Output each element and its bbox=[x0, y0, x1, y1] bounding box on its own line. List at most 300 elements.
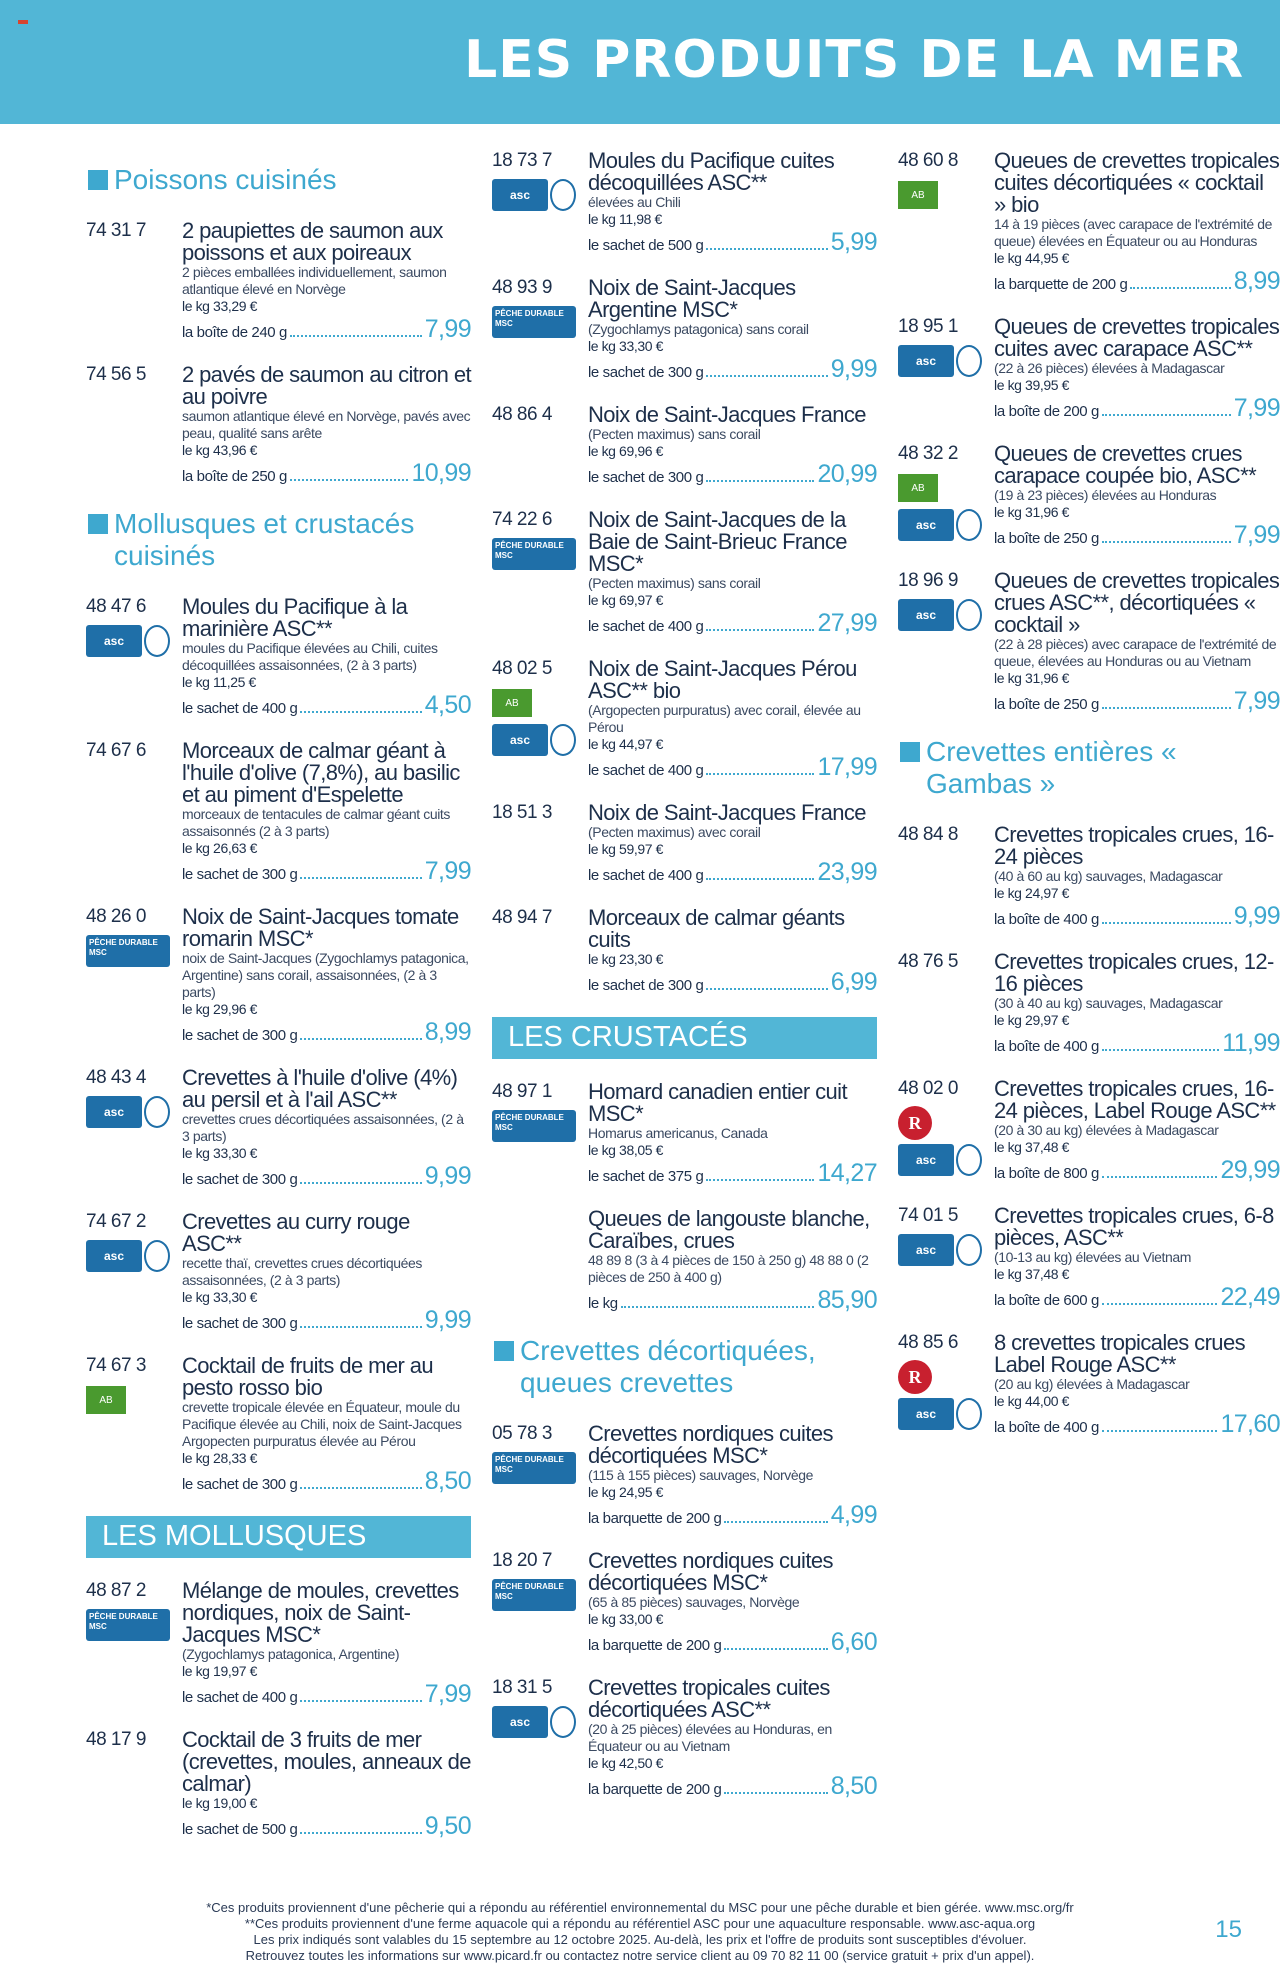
msc-label-icon: PÊCHE DURABLE MSC bbox=[492, 538, 576, 570]
price-line bbox=[182, 857, 471, 886]
product-item bbox=[492, 658, 877, 782]
price-line bbox=[182, 1812, 471, 1841]
price-line bbox=[994, 902, 1280, 931]
asc-fish-icon bbox=[956, 345, 982, 377]
section-title-label: Crevettes décortiquées, queues crevettes bbox=[520, 1335, 816, 1398]
category-band: LES MOLLUSQUES bbox=[86, 1516, 471, 1558]
asc-logo-icon bbox=[492, 723, 578, 757]
product-code: 18 51 3 bbox=[492, 802, 552, 823]
product-description: élevées au Chili bbox=[588, 194, 681, 210]
section-title bbox=[492, 1335, 877, 1399]
price-per-kg: le kg 19,00 € bbox=[182, 1795, 257, 1811]
product-item bbox=[86, 1729, 471, 1841]
product-price: 9,99 bbox=[424, 1306, 471, 1334]
bio-logo-icon bbox=[86, 1383, 172, 1417]
product-price: 7,99 bbox=[1233, 394, 1280, 422]
certification-logos bbox=[86, 1608, 172, 1645]
asc-fish-icon bbox=[550, 724, 576, 756]
product-item bbox=[86, 906, 471, 1047]
dotted-leader bbox=[621, 1306, 815, 1308]
price-line bbox=[994, 1283, 1280, 1312]
package-format: la boîte de 800 g bbox=[994, 1165, 1099, 1182]
lr-logo-icon bbox=[898, 1360, 984, 1394]
price-line bbox=[588, 609, 877, 638]
product-code: 48 02 5 bbox=[492, 658, 552, 679]
price-per-kg: le kg 33,00 € bbox=[588, 1611, 663, 1627]
asc-label-icon: asc bbox=[898, 1144, 954, 1176]
product-price: 6,60 bbox=[830, 1628, 877, 1656]
product-name: Moules du Pacifique à la marinière ASC** bbox=[182, 594, 408, 641]
asc-logo-icon bbox=[898, 1397, 984, 1431]
asc-fish-icon bbox=[956, 1144, 982, 1176]
asc-fish-icon bbox=[956, 1234, 982, 1266]
footer-notes bbox=[0, 1900, 1280, 1964]
package-format: la boîte de 250 g bbox=[182, 468, 287, 485]
product-code: 18 95 1 bbox=[898, 316, 958, 337]
asc-label-icon: asc bbox=[492, 179, 548, 211]
price-per-kg: le kg 33,30 € bbox=[182, 1289, 257, 1305]
product-price: 8,99 bbox=[424, 1018, 471, 1046]
product-code: 48 32 2 bbox=[898, 443, 958, 464]
package-format: le sachet de 300 g bbox=[182, 1315, 298, 1332]
product-item bbox=[86, 596, 471, 720]
product-name: Queues de langouste blanche, Caraïbes, crues bbox=[588, 1206, 870, 1253]
certification-logos bbox=[492, 1705, 578, 1742]
footnote-asc: **Ces produits proviennent d'une ferme aquacole qui a répondu au référentiel ASC pour une aquaculture responsable. www.asc-aqua.org bbox=[244, 1916, 1036, 1931]
price-line bbox=[588, 1772, 877, 1801]
section-title bbox=[86, 164, 471, 196]
asc-logo-icon bbox=[898, 508, 984, 542]
dotted-leader bbox=[706, 1179, 814, 1181]
price-line bbox=[994, 267, 1280, 296]
price-per-kg: le kg 26,63 € bbox=[182, 840, 257, 856]
lr-logo-icon bbox=[898, 1106, 984, 1140]
product-description: recette thaï, crevettes crues décortiquées assaisonnées, (2 à 3 parts) bbox=[182, 1255, 422, 1288]
msc-label-icon: PÊCHE DURABLE MSC bbox=[492, 1110, 576, 1142]
msc-label-icon: PÊCHE DURABLE MSC bbox=[86, 935, 170, 967]
product-price: 7,99 bbox=[424, 315, 471, 343]
bio-label-icon: AB bbox=[86, 1386, 126, 1414]
product-price: 9,99 bbox=[1233, 902, 1280, 930]
msc-label-icon: PÊCHE DURABLE MSC bbox=[492, 306, 576, 338]
certification-logos bbox=[492, 1109, 578, 1146]
price-per-kg: le kg 28,33 € bbox=[182, 1450, 257, 1466]
product-description: moules du Pacifique élevées au Chili, cuites décoquillées assaisonnées, (2 à 3 parts) bbox=[182, 640, 438, 673]
product-name: Mélange de moules, crevettes nordiques, noix de Saint-Jacques MSC* bbox=[182, 1578, 459, 1647]
asc-fish-icon bbox=[956, 509, 982, 541]
section-title bbox=[86, 508, 471, 572]
product-item bbox=[86, 740, 471, 886]
product-item bbox=[492, 1550, 877, 1657]
product-name: Crevettes tropicales crues, 12-16 pièces bbox=[994, 949, 1274, 996]
price-line bbox=[588, 1628, 877, 1657]
product-item bbox=[492, 907, 877, 997]
product-item bbox=[492, 277, 877, 384]
certification-logos bbox=[492, 1451, 578, 1488]
product-name: Cocktail de fruits de mer au pesto rosso bio bbox=[182, 1353, 433, 1400]
msc-logo-icon bbox=[492, 537, 578, 571]
product-name: Noix de Saint-Jacques de la Baie de Saint-Brieuc France MSC* bbox=[588, 507, 847, 576]
product-code: 74 56 5 bbox=[86, 364, 146, 385]
asc-label-icon: asc bbox=[898, 1398, 954, 1430]
product-name: Noix de Saint-Jacques tomate romarin MSC* bbox=[182, 904, 459, 951]
product-name: Crevettes tropicales crues, 16-24 pièces, Label Rouge ASC** bbox=[994, 1076, 1276, 1123]
dotted-leader bbox=[724, 1521, 827, 1523]
package-format: le sachet de 400 g bbox=[182, 1689, 298, 1706]
product-description: (Zygochlamys patagonica, Argentine) bbox=[182, 1646, 400, 1662]
dotted-leader bbox=[300, 1487, 421, 1489]
asc-fish-icon bbox=[144, 1240, 170, 1272]
price-line bbox=[994, 1410, 1280, 1439]
product-price: 4,99 bbox=[830, 1501, 877, 1529]
product-name: Queues de crevettes crues carapace coupée bio, ASC** bbox=[994, 441, 1257, 488]
price-line bbox=[182, 691, 471, 720]
msc-label-icon: PÊCHE DURABLE MSC bbox=[492, 1452, 576, 1484]
msc-logo-icon bbox=[492, 305, 578, 339]
asc-label-icon: asc bbox=[492, 1706, 548, 1738]
dotted-leader bbox=[706, 878, 814, 880]
asc-label-icon: asc bbox=[898, 1234, 954, 1266]
product-price: 8,99 bbox=[1233, 267, 1280, 295]
product-description: 2 pièces emballées individuellement, saumon atlantique élevé en Norvège bbox=[182, 264, 447, 297]
product-description: (30 à 40 au kg) sauvages, Madagascar bbox=[994, 995, 1223, 1011]
product-price: 23,99 bbox=[817, 858, 877, 886]
product-code: 18 31 5 bbox=[492, 1677, 552, 1698]
product-name: Noix de Saint-Jacques Pérou ASC** bio bbox=[588, 656, 857, 703]
product-price: 85,90 bbox=[817, 1286, 877, 1314]
price-line bbox=[588, 1501, 877, 1530]
price-line bbox=[182, 1018, 471, 1047]
bio-logo-icon bbox=[492, 686, 578, 720]
column-1 bbox=[86, 150, 471, 1861]
product-name: Crevettes tropicales crues, 6-8 pièces, ASC** bbox=[994, 1203, 1274, 1250]
msc-label-icon: PÊCHE DURABLE MSC bbox=[492, 1579, 576, 1611]
product-item bbox=[86, 1355, 471, 1496]
package-format: le sachet de 500 g bbox=[588, 237, 704, 254]
product-price: 8,50 bbox=[424, 1467, 471, 1495]
price-line bbox=[182, 1306, 471, 1335]
footnote-contact: Retrouvez toutes les informations sur www.picard.fr ou contactez notre service client au 09 70 82 11 00 (service gratuit + prix d'un appel). bbox=[245, 1948, 1035, 1963]
product-price: 7,99 bbox=[424, 857, 471, 885]
package-format: le sachet de 300 g bbox=[182, 1027, 298, 1044]
price-per-kg: le kg 19,97 € bbox=[182, 1663, 257, 1679]
product-description: (40 à 60 au kg) sauvages, Madagascar bbox=[994, 868, 1223, 884]
price-per-kg: le kg 24,95 € bbox=[588, 1484, 663, 1500]
dotted-leader bbox=[300, 877, 421, 879]
product-item bbox=[898, 316, 1280, 423]
package-format: le kg bbox=[588, 1295, 618, 1312]
product-name: Homard canadien entier cuit MSC* bbox=[588, 1079, 847, 1126]
product-item bbox=[86, 364, 471, 488]
package-format: le sachet de 400 g bbox=[588, 762, 704, 779]
product-price: 27,99 bbox=[817, 609, 877, 637]
package-format: la boîte de 240 g bbox=[182, 324, 287, 341]
product-name: Noix de Saint-Jacques France bbox=[588, 800, 866, 825]
product-name: Noix de Saint-Jacques France bbox=[588, 402, 866, 427]
dotted-leader bbox=[1102, 414, 1231, 416]
dotted-leader bbox=[706, 480, 814, 482]
product-item bbox=[492, 1081, 877, 1188]
package-format: le sachet de 300 g bbox=[588, 469, 704, 486]
product-code: 74 22 6 bbox=[492, 509, 552, 530]
dotted-leader bbox=[290, 479, 408, 481]
product-code: 48 87 2 bbox=[86, 1580, 146, 1601]
product-description: (10-13 au kg) élevées au Vietnam bbox=[994, 1249, 1192, 1265]
certification-logos bbox=[492, 686, 578, 760]
price-per-kg: le kg 33,29 € bbox=[182, 298, 257, 314]
dotted-leader bbox=[706, 375, 827, 377]
product-price: 8,50 bbox=[830, 1772, 877, 1800]
price-per-kg: le kg 44,97 € bbox=[588, 736, 663, 752]
product-code: 74 67 3 bbox=[86, 1355, 146, 1376]
product-name: Noix de Saint-Jacques Argentine MSC* bbox=[588, 275, 796, 322]
product-code: 48 76 5 bbox=[898, 951, 958, 972]
product-name: Crevettes tropicales crues, 16-24 pièces bbox=[994, 822, 1274, 869]
bio-logo-icon bbox=[898, 178, 984, 212]
dotted-leader bbox=[300, 1700, 421, 1702]
msc-logo-icon bbox=[86, 934, 172, 968]
product-description: (Pecten maximus) sans corail bbox=[588, 575, 761, 591]
dotted-leader bbox=[1102, 541, 1231, 543]
certification-logos bbox=[898, 471, 984, 545]
certification-logos bbox=[86, 1095, 172, 1132]
product-name: Queues de crevettes tropicales crues ASC**, décortiquées « cocktail » bbox=[994, 568, 1280, 637]
product-price: 7,99 bbox=[1233, 521, 1280, 549]
product-code: 74 67 2 bbox=[86, 1211, 146, 1232]
product-description: (Pecten maximus) sans corail bbox=[588, 426, 761, 442]
certification-logos bbox=[898, 344, 984, 381]
certification-logos bbox=[86, 1239, 172, 1276]
product-code: 18 73 7 bbox=[492, 150, 552, 171]
product-code: 48 60 8 bbox=[898, 150, 958, 171]
msc-label-icon: PÊCHE DURABLE MSC bbox=[86, 1609, 170, 1641]
price-per-kg: le kg 42,50 € bbox=[588, 1755, 663, 1771]
product-code: 48 43 4 bbox=[86, 1067, 146, 1088]
msc-logo-icon bbox=[492, 1109, 578, 1143]
label-rouge-icon: R bbox=[898, 1106, 932, 1140]
page-number: 15 bbox=[1215, 1916, 1242, 1943]
product-item bbox=[898, 1078, 1280, 1185]
price-line bbox=[588, 968, 877, 997]
product-description: (65 à 85 pièces) sauvages, Norvège bbox=[588, 1594, 800, 1610]
product-item bbox=[492, 1208, 877, 1315]
page-header bbox=[0, 0, 1280, 124]
product-description: (20 au kg) élevées à Madagascar bbox=[994, 1376, 1190, 1392]
product-price: 7,99 bbox=[1233, 687, 1280, 715]
package-format: le sachet de 375 g bbox=[588, 1168, 704, 1185]
certification-logos bbox=[492, 305, 578, 342]
product-price: 6,99 bbox=[830, 968, 877, 996]
asc-logo-icon bbox=[898, 344, 984, 378]
price-per-kg: le kg 44,95 € bbox=[994, 250, 1069, 266]
dotted-leader bbox=[1102, 1303, 1217, 1305]
price-line bbox=[994, 1156, 1280, 1185]
product-name: 2 pavés de saumon au citron et au poivre bbox=[182, 362, 471, 409]
product-name: 2 paupiettes de saumon aux poissons et aux poireaux bbox=[182, 218, 443, 265]
price-line bbox=[588, 228, 877, 257]
dotted-leader bbox=[1102, 707, 1231, 709]
product-price: 9,99 bbox=[424, 1162, 471, 1190]
price-per-kg: le kg 43,96 € bbox=[182, 442, 257, 458]
price-line bbox=[182, 459, 471, 488]
product-code: 74 67 6 bbox=[86, 740, 146, 761]
dotted-leader bbox=[300, 1326, 421, 1328]
package-format: le sachet de 400 g bbox=[588, 867, 704, 884]
asc-label-icon: asc bbox=[898, 345, 954, 377]
product-item bbox=[492, 404, 877, 489]
page-title: LES PRODUITS DE LA MER bbox=[464, 30, 1244, 90]
asc-fish-icon bbox=[956, 599, 982, 631]
price-line bbox=[994, 521, 1280, 550]
asc-fish-icon bbox=[550, 1706, 576, 1738]
product-item bbox=[492, 1423, 877, 1530]
certification-logos bbox=[898, 1106, 984, 1180]
dotted-leader bbox=[300, 711, 421, 713]
price-line bbox=[994, 1029, 1280, 1058]
product-code: 48 97 1 bbox=[492, 1081, 552, 1102]
product-code: 48 02 0 bbox=[898, 1078, 958, 1099]
product-item bbox=[898, 824, 1280, 931]
product-price: 29,99 bbox=[1220, 1156, 1280, 1184]
asc-logo-icon bbox=[86, 624, 172, 658]
section-title-label: Crevettes entières « Gambas » bbox=[926, 736, 1177, 799]
asc-label-icon: asc bbox=[898, 509, 954, 541]
asc-fish-icon bbox=[144, 1096, 170, 1128]
product-item bbox=[492, 802, 877, 887]
price-per-kg: le kg 33,30 € bbox=[588, 338, 663, 354]
certification-logos bbox=[898, 178, 984, 215]
bio-label-icon: AB bbox=[492, 689, 532, 717]
price-line bbox=[182, 1680, 471, 1709]
dotted-leader bbox=[300, 1832, 421, 1834]
package-format: la barquette de 200 g bbox=[588, 1781, 722, 1798]
asc-logo-icon bbox=[898, 1233, 984, 1267]
price-line bbox=[588, 753, 877, 782]
section-title bbox=[898, 736, 1280, 800]
msc-logo-icon bbox=[492, 1578, 578, 1612]
product-name: Morceaux de calmar géants cuits bbox=[588, 905, 845, 952]
section-title-label: Poissons cuisinés bbox=[114, 164, 337, 195]
certification-logos bbox=[492, 1578, 578, 1615]
product-name: Crevettes nordiques cuites décortiquées MSC* bbox=[588, 1421, 833, 1468]
product-description: (19 à 23 pièces) élevées au Honduras bbox=[994, 487, 1217, 503]
package-format: la boîte de 400 g bbox=[994, 1038, 1099, 1055]
asc-fish-icon bbox=[550, 179, 576, 211]
product-description: saumon atlantique élevé en Norvège, pavés avec peau, qualité sans arête bbox=[182, 408, 471, 441]
section-square-icon bbox=[900, 742, 920, 762]
product-code: 74 31 7 bbox=[86, 220, 146, 241]
package-format: le sachet de 300 g bbox=[182, 1171, 298, 1188]
msc-logo-icon bbox=[492, 1451, 578, 1485]
product-price: 9,99 bbox=[830, 355, 877, 383]
product-description: (22 à 26 pièces) élevées à Madagascar bbox=[994, 360, 1225, 376]
price-per-kg: le kg 33,30 € bbox=[182, 1145, 257, 1161]
column-3 bbox=[898, 150, 1280, 1459]
product-code: 48 86 4 bbox=[492, 404, 552, 425]
dotted-leader bbox=[1102, 1176, 1217, 1178]
product-item bbox=[86, 1067, 471, 1191]
product-description: (115 à 155 pièces) sauvages, Norvège bbox=[588, 1467, 814, 1483]
product-price: 5,99 bbox=[830, 228, 877, 256]
asc-label-icon: asc bbox=[86, 1096, 142, 1128]
product-item bbox=[86, 1211, 471, 1335]
dotted-leader bbox=[300, 1038, 421, 1040]
asc-fish-icon bbox=[956, 1398, 982, 1430]
package-format: la boîte de 200 g bbox=[994, 403, 1099, 420]
product-code: 05 78 3 bbox=[492, 1423, 552, 1444]
package-format: le sachet de 300 g bbox=[588, 977, 704, 994]
price-per-kg: le kg 23,30 € bbox=[588, 951, 663, 967]
product-name: Cocktail de 3 fruits de mer (crevettes, moules, anneaux de calmar) bbox=[182, 1727, 471, 1796]
package-format: la boîte de 600 g bbox=[994, 1292, 1099, 1309]
asc-logo-icon bbox=[86, 1095, 172, 1129]
certification-logos bbox=[898, 1360, 984, 1434]
price-per-kg: le kg 24,97 € bbox=[994, 885, 1069, 901]
package-format: la boîte de 250 g bbox=[994, 530, 1099, 547]
dotted-leader bbox=[290, 335, 422, 337]
product-name: Crevettes nordiques cuites décortiquées MSC* bbox=[588, 1548, 833, 1595]
price-per-kg: le kg 31,96 € bbox=[994, 504, 1069, 520]
certification-logos bbox=[492, 537, 578, 574]
package-format: le sachet de 300 g bbox=[588, 364, 704, 381]
package-format: la barquette de 200 g bbox=[588, 1637, 722, 1654]
product-description: crevette tropicale élevée en Équateur, moule du Pacifique élevée au Chili, noix de Saint-Jacques Argopecten purpuratus élevée au Pérou bbox=[182, 1399, 462, 1449]
product-price: 22,49 bbox=[1220, 1283, 1280, 1311]
product-item bbox=[898, 1205, 1280, 1312]
product-description: (Zygochlamys patagonica) sans corail bbox=[588, 321, 809, 337]
price-per-kg: le kg 11,98 € bbox=[588, 211, 662, 227]
bio-label-icon: AB bbox=[898, 181, 938, 209]
product-name: 8 crevettes tropicales crues Label Rouge ASC** bbox=[994, 1330, 1245, 1377]
asc-label-icon: asc bbox=[492, 724, 548, 756]
price-per-kg: le kg 37,48 € bbox=[994, 1266, 1069, 1282]
price-per-kg: le kg 39,95 € bbox=[994, 377, 1069, 393]
product-code: 18 96 9 bbox=[898, 570, 958, 591]
product-price: 7,99 bbox=[424, 1680, 471, 1708]
footnote-msc: *Ces produits proviennent d'une pêcherie qui a répondu au référentiel environnemental du MSC pour une pêche durable et bien gérée. www.msc.org/fr bbox=[206, 1900, 1074, 1915]
product-description: 14 à 19 pièces (avec carapace de l'extrémité de queue) élevées en Équateur ou au Honduras bbox=[994, 216, 1273, 249]
asc-fish-icon bbox=[144, 625, 170, 657]
package-format: la barquette de 200 g bbox=[588, 1510, 722, 1527]
footnote-validity: Les prix indiqués sont valables du 15 septembre au 12 octobre 2025. Au-delà, les prix et l'offre de produits sont susceptibles d'évoluer. bbox=[253, 1932, 1027, 1947]
product-item bbox=[898, 570, 1280, 716]
price-per-kg: le kg 37,48 € bbox=[994, 1139, 1069, 1155]
product-item bbox=[898, 443, 1280, 550]
section-square-icon bbox=[88, 514, 108, 534]
package-format: la boîte de 250 g bbox=[994, 696, 1099, 713]
package-format: la boîte de 400 g bbox=[994, 1419, 1099, 1436]
dotted-leader bbox=[1130, 287, 1230, 289]
asc-logo-icon bbox=[898, 1143, 984, 1177]
msc-logo-icon bbox=[86, 1608, 172, 1642]
dotted-leader bbox=[1102, 1049, 1219, 1051]
product-code: 18 20 7 bbox=[492, 1550, 552, 1571]
price-line bbox=[182, 315, 471, 344]
product-name: Queues de crevettes tropicales cuites décortiquées « cocktail » bio bbox=[994, 148, 1280, 217]
product-name: Queues de crevettes tropicales cuites avec carapace ASC** bbox=[994, 314, 1280, 361]
dotted-leader bbox=[1102, 922, 1231, 924]
price-line bbox=[588, 355, 877, 384]
price-line bbox=[588, 1286, 877, 1315]
product-name: Crevettes tropicales cuites décortiquées ASC** bbox=[588, 1675, 830, 1722]
product-description: noix de Saint-Jacques (Zygochlamys patagonica, Argentine) sans corail, assaisonnées, (2 à 3 parts) bbox=[182, 950, 469, 1000]
product-description: (22 à 28 pièces) avec carapace de l'extrémité de queue, élevées au Honduras ou au Vietnam bbox=[994, 636, 1277, 669]
bio-logo-icon bbox=[898, 471, 984, 505]
product-item bbox=[898, 1332, 1280, 1439]
product-item bbox=[492, 150, 877, 257]
price-per-kg: le kg 29,96 € bbox=[182, 1001, 257, 1017]
product-name: Morceaux de calmar géant à l'huile d'olive (7,8%), au basilic et au piment d'Espelette bbox=[182, 738, 460, 807]
